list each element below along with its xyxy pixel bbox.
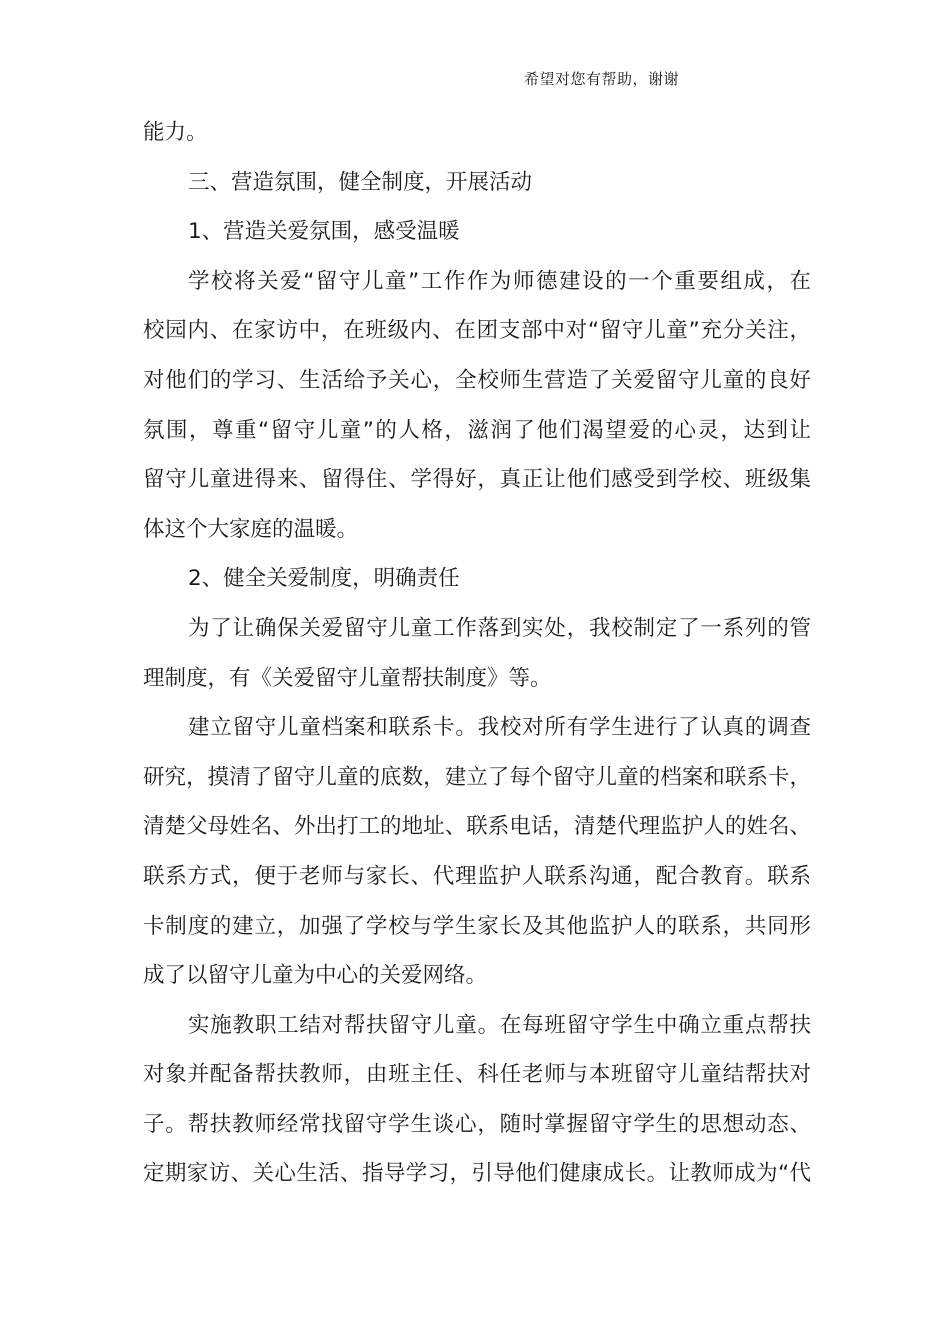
text-line: 建立留守儿童档案和联系卡。我校对所有学生进行了认真的调查 — [188, 715, 811, 741]
text-line: 体这个大家庭的温暖。 — [143, 516, 359, 542]
text-line: 清楚父母姓名、外出打工的地址、联系电话，清楚代理监护人的姓名、 — [143, 814, 811, 840]
text-line: 理制度，有《关爱留守儿童帮扶制度》等。 — [143, 665, 552, 691]
text-line: 校园内、在家访中，在班级内、在团支部中对“留守儿童”充分关注， — [143, 318, 811, 344]
page-header-note: 希望对您有帮助，谢谢 — [524, 70, 680, 88]
text-line: 能力。 — [143, 120, 208, 145]
text-line: 2、健全关爱制度，明确责任 — [188, 566, 460, 592]
text-line: 为了让确保关爱留守儿童工作落到实处，我校制定了一系列的管 — [188, 615, 811, 641]
text-line: 定期家访、关心生活、指导学习，引导他们健康成长。让教师成为“代 — [143, 1161, 811, 1187]
text-line: 氛围，尊重“留守儿童”的人格，滋润了他们渴望爱的心灵，达到让 — [143, 417, 811, 443]
text-line: 联系方式，便于老师与家长、代理监护人联系沟通，配合教育。联系 — [143, 863, 811, 889]
text-line: 研究，摸清了留守儿童的底数，建立了每个留守儿童的档案和联系卡， — [143, 764, 811, 790]
text-line: 1、营造关爱氛围，感受温暖 — [188, 219, 460, 245]
text-line: 对他们的学习、生活给予关心，全校师生营造了关爱留守儿童的良好 — [143, 367, 811, 393]
document-body — [143, 108, 811, 1199]
text-line: 成了以留守儿童为中心的关爱网络。 — [143, 963, 488, 989]
text-line: 学校将关爱“留守儿童”工作作为师德建设的一个重要组成，在 — [188, 268, 811, 294]
text-line: 实施教职工结对帮扶留守儿童。在每班留守学生中确立重点帮扶 — [188, 1012, 811, 1038]
text-line: 留守儿童进得来、留得住、学得好，真正让他们感受到学校、班级集 — [143, 467, 811, 493]
text-line: 卡制度的建立，加强了学校与学生家长及其他监护人的联系，共同形 — [143, 913, 811, 939]
text-line: 对象并配备帮扶教师，由班主任、科任老师与本班留守儿童结帮扶对 — [143, 1062, 811, 1088]
text-line: 三、营造氛围，健全制度，开展活动 — [188, 169, 533, 195]
text-line: 子。帮扶教师经常找留守学生谈心，随时掌握留守学生的思想动态、 — [143, 1111, 811, 1137]
